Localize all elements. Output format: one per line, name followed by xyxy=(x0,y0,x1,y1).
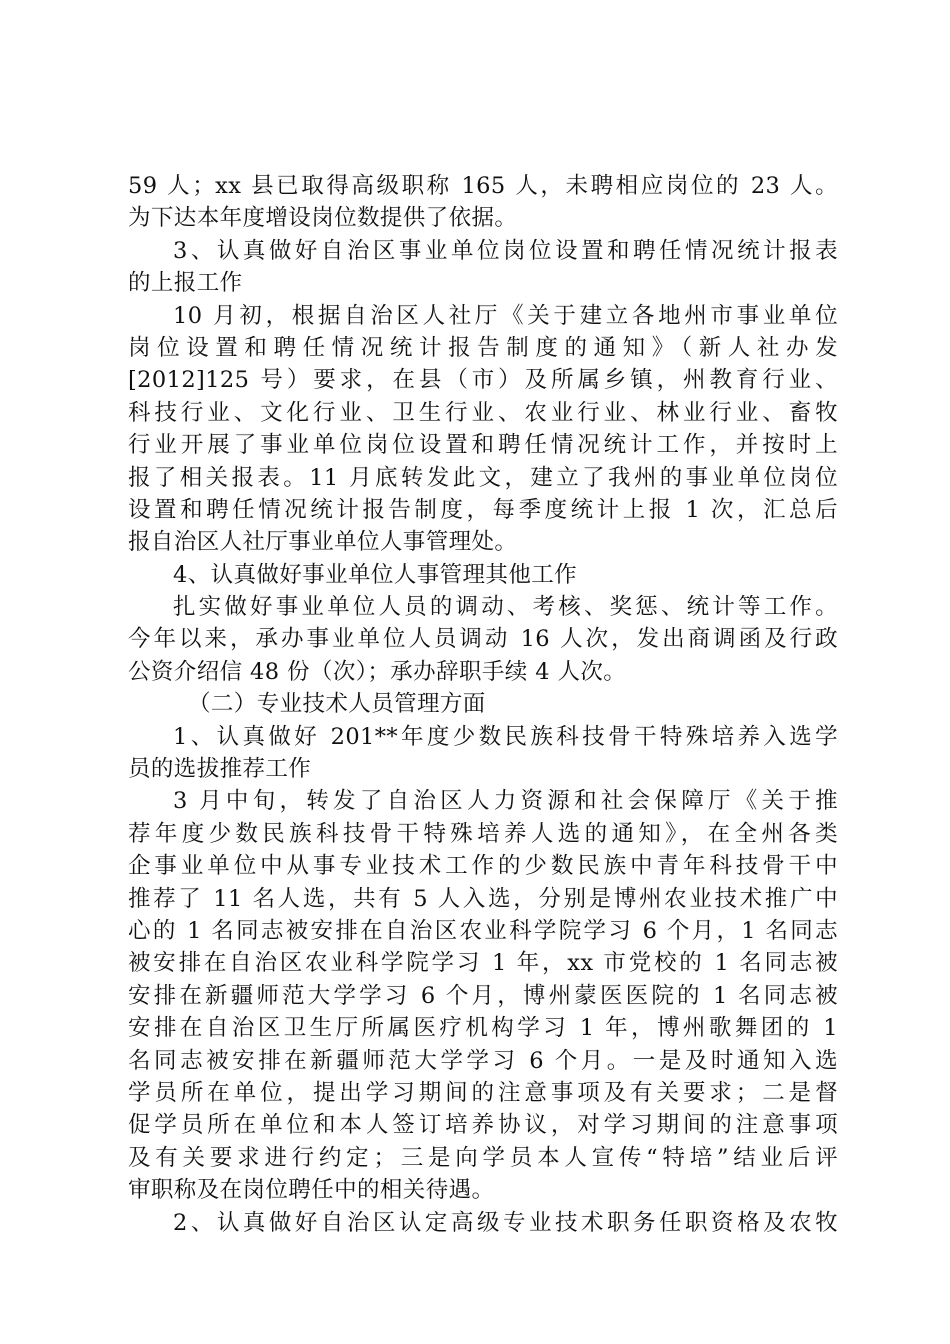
text-line: 及有关要求进行约定；三是向学员本人宣传“特培”结业后评 xyxy=(128,1144,838,1171)
text-line: 公资介绍信 48 份（次）；承办辞职手续 4 人次。 xyxy=(128,658,627,685)
text-line: 设置和聘任情况统计报告制度，每季度统计上报 1 次，汇总后 xyxy=(128,496,838,523)
text-line: 推荐了 11 名人选，共有 5 人入选，分别是博州农业技术推广中 xyxy=(128,885,838,912)
text-line: 报自治区人社厅事业单位人事管理处。 xyxy=(128,529,518,556)
heading-line: 1、认真做好 201**年度少数民族科技骨干特殊培养入选学 xyxy=(173,723,838,750)
text-line: 10 月初，根据自治区人社厅《关于建立各地州市事业单位 xyxy=(173,302,838,329)
text-line: 报了相关报表。11 月底转发此文，建立了我州的事业单位岗位 xyxy=(128,464,838,491)
text-line: 今年以来，承办事业单位人员调动 16 人次，发出商调函及行政 xyxy=(128,626,838,653)
text-line: 荐年度少数民族科技骨干特殊培养人选的通知》，在全州各类 xyxy=(128,820,838,847)
text-line: [2012]125 号）要求，在县（市）及所属乡镇，州教育行业、 xyxy=(128,367,838,394)
text-line: 科技行业、文化行业、卫生行业、农业行业、林业行业、畜牧 xyxy=(128,399,838,426)
text-line: 行业开展了事业单位岗位设置和聘任情况统计工作，并按时上 xyxy=(128,432,838,459)
text-line: 心的 1 名同志被安排在自治区农业科学院学习 6 个月，1 名同志 xyxy=(128,917,838,944)
text-line: 企事业单位中从事专业技术工作的少数民族中青年科技骨干中 xyxy=(128,853,838,880)
text-line: 审职称及在岗位聘任中的相关待遇。 xyxy=(128,1177,495,1204)
text-line: 安排在自治区卫生厅所属医疗机构学习 1 年，博州歌舞团的 1 xyxy=(128,1015,838,1042)
heading-line: 员的选拔推荐工作 xyxy=(128,756,312,783)
text-line: 名同志被安排在新疆师范大学学习 6 个月。一是及时通知入选 xyxy=(128,1047,838,1074)
text-line: 扎实做好事业单位人员的调动、考核、奖惩、统计等工作。 xyxy=(173,594,838,621)
document-body xyxy=(128,170,838,1239)
text-line: 学员所在单位，提出学习期间的注意事项及有关要求；二是督 xyxy=(128,1079,838,1106)
text-line: 安排在新疆师范大学学习 6 个月，博州蒙医医院的 1 名同志被 xyxy=(128,982,838,1009)
section-heading: （二）专业技术人员管理方面 xyxy=(188,691,486,718)
text-line: 岗位设置和聘任情况统计报告制度的通知》（新人社办发 xyxy=(128,334,838,361)
text-line: 3 月中旬，转发了自治区人力资源和社会保障厅《关于推 xyxy=(173,788,838,815)
text-line: 59 人；xx 县已取得高级职称 165 人，未聘相应岗位的 23 人。 xyxy=(128,173,838,199)
heading-line: 的上报工作 xyxy=(128,270,243,297)
text-line: 为下达本年度增设岗位数提供了依据。 xyxy=(128,205,518,232)
text-line: 被安排在自治区农业科学院学习 1 年，xx 市党校的 1 名同志被 xyxy=(128,950,838,977)
heading-line: 2、认真做好自治区认定高级专业技术职务任职资格及农牧 xyxy=(173,1209,838,1236)
heading-line: 4、认真做好事业单位人事管理其他工作 xyxy=(173,561,578,588)
heading-line: 3、认真做好自治区事业单位岗位设置和聘任情况统计报表 xyxy=(173,237,838,264)
text-line: 促学员所在单位和本人签订培养协议，对学习期间的注意事项 xyxy=(128,1112,838,1139)
